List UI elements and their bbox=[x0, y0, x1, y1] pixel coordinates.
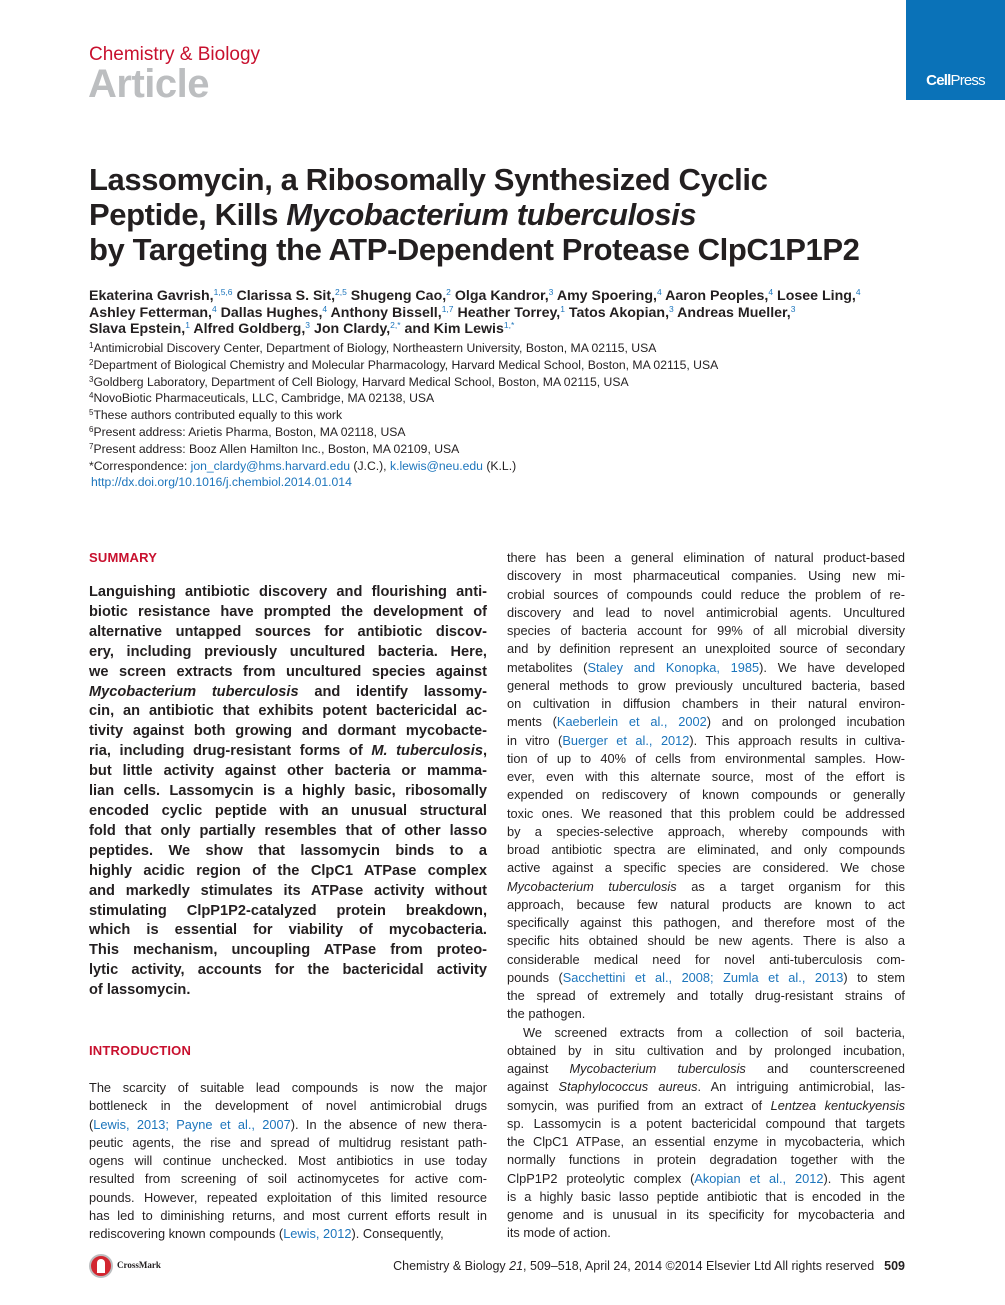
summary-line: Mycobacterium tuberculosis and identify lassomy- bbox=[89, 683, 487, 700]
summary-line: biotic resistance have prompted the development of bbox=[89, 603, 487, 620]
body-line: general methods to grow previously uncultured bacteria, based bbox=[507, 677, 905, 693]
affiliation-list bbox=[89, 340, 889, 458]
citation-link[interactable]: Sacchettini et al., 2008; Zumla et al., 2013 bbox=[562, 969, 844, 985]
body-line: rediscovering known compounds (Lewis, 2012). Consequently, bbox=[89, 1226, 444, 1241]
journal-name: Chemistry & Biology bbox=[89, 44, 261, 65]
correspondence bbox=[89, 458, 889, 475]
author-affiliation-marker[interactable]: 1,5,6 bbox=[213, 287, 233, 297]
summary-heading: SUMMARY bbox=[89, 550, 158, 565]
affiliation-marker: 1 bbox=[89, 341, 94, 350]
body-line: normally functions in protein degradation together with the bbox=[507, 1152, 905, 1168]
author-name: Dallas Hughes, bbox=[216, 304, 323, 321]
body-line: ClpP1P2 proteolytic complex (Akopian et al., 2012). This agent bbox=[507, 1170, 905, 1186]
publisher-logo-bar bbox=[906, 0, 1005, 100]
summary-line: stimulating ClpP1P2-catalyzed protein breakdown, bbox=[89, 902, 487, 919]
affiliation-marker: 6 bbox=[89, 424, 94, 434]
author-affiliation-marker[interactable]: 2 bbox=[446, 287, 451, 297]
summary-line: encoded cyclic peptide with an unusual structural bbox=[89, 802, 487, 819]
affiliation-marker: 7 bbox=[89, 441, 94, 451]
citation-link[interactable]: Lewis, 2013; Payne et al., 2007 bbox=[93, 1116, 291, 1132]
affiliation-item bbox=[89, 390, 889, 407]
cellpress-logo bbox=[906, 72, 1005, 89]
affiliation-item bbox=[89, 407, 889, 424]
correspondence-initials: (J.C.), bbox=[350, 458, 390, 473]
author-affiliation-marker[interactable]: 3 bbox=[669, 303, 674, 314]
affiliation-marker: 3 bbox=[89, 374, 94, 384]
author-name: Jon Clardy, bbox=[310, 321, 391, 338]
italic-term: Mycobacterium tuberculosis bbox=[507, 878, 677, 894]
author-line bbox=[89, 321, 919, 338]
affiliation-text: Antimicrobial Discovery Center, Department of Biology, Northeastern University, Boston, MA 02115, USA bbox=[93, 341, 657, 355]
crossmark-badge[interactable] bbox=[89, 1253, 169, 1281]
affiliation-text: Goldberg Laboratory, Department of Cell Biology, Harvard Medical School, Boston, MA 02115, USA bbox=[93, 374, 629, 389]
summary-line: lytic activity, accounts for the bactericidal activity bbox=[89, 962, 487, 979]
affiliation-item bbox=[89, 374, 889, 391]
body-line: pounds. However, repeated exploitation of this limited resource bbox=[89, 1189, 487, 1205]
author-name: Olga Kandror, bbox=[450, 288, 549, 304]
citation-link[interactable]: Buerger et al., 2012 bbox=[562, 732, 690, 748]
author-affiliation-marker[interactable]: 4 bbox=[855, 287, 861, 297]
affiliation-marker: 4 bbox=[89, 391, 94, 401]
affiliation-item bbox=[89, 357, 889, 374]
author-affiliation-marker[interactable]: 2,5 bbox=[335, 287, 347, 297]
introduction-right-column bbox=[507, 549, 905, 1243]
body-line: expended on rediscovery of known compounds or generally bbox=[507, 787, 905, 803]
body-line: against Staphylococcus aureus. An intriguing antimicrobial, las- bbox=[507, 1079, 906, 1095]
body-line: by a species-selective approach, whereby compounds with bbox=[507, 823, 905, 839]
author-name: Ashley Fetterman, bbox=[89, 304, 212, 321]
summary-line: tivity against both growing and dormant mycobacte- bbox=[89, 723, 487, 740]
body-line: We screened extracts from a collection of soil bacteria, bbox=[523, 1024, 905, 1040]
body-line: active against a specific species are considered. We chose bbox=[507, 860, 905, 876]
body-line: considerable medical need for novel anti-tuberculosis com- bbox=[507, 951, 905, 967]
title-text: Peptide, Kills bbox=[89, 197, 287, 232]
author-affiliation-marker[interactable]: 3 bbox=[790, 303, 796, 314]
author-affiliation-marker[interactable]: 1,* bbox=[503, 320, 515, 331]
summary-line: highly acidic region of the ClpC1 ATPase complex bbox=[89, 862, 487, 879]
body-line: toxic ones. We reasoned that this problem could be addressed bbox=[507, 805, 905, 821]
introduction-heading: INTRODUCTION bbox=[89, 1043, 192, 1058]
affiliation-marker: 5 bbox=[89, 408, 94, 418]
body-line: the spread of extremely and totally drug-resistant strains of bbox=[507, 988, 905, 1003]
title-line: Lassomycin, a Ribosomally Synthesized Cyclic bbox=[89, 162, 768, 197]
italic-term: Mycobacterium tuberculosis bbox=[89, 683, 299, 700]
author-name: Alfred Goldberg, bbox=[189, 321, 306, 338]
body-line: peutic agents, the rise and spread of multidrug resistant path- bbox=[89, 1134, 487, 1150]
body-line: species of bacteria account for 99% of all microbial diversity bbox=[507, 623, 905, 638]
body-line: genome and is unusual in its specificity for mycobacteria and bbox=[507, 1207, 905, 1222]
affiliations bbox=[89, 340, 889, 491]
body-line: Mycobacterium tuberculosis as a target organism for this bbox=[507, 878, 905, 894]
summary-text bbox=[89, 583, 487, 1001]
italic-term: M. tuberculosis bbox=[371, 743, 483, 760]
author-affiliation-marker[interactable]: 1,7 bbox=[441, 303, 454, 314]
affiliation-item bbox=[89, 441, 889, 458]
summary-line: of lassomycin. bbox=[89, 982, 191, 999]
body-line: specifically against this pathogen, and therefore most of the bbox=[507, 915, 905, 930]
body-line: ever, even with this alternate source, most of the effort is bbox=[507, 769, 905, 784]
crossmark-label: CrossMark bbox=[117, 1260, 161, 1270]
author-name: and Kim Lewis bbox=[400, 321, 504, 338]
italic-term: Lentzea kentuckyensis bbox=[770, 1097, 906, 1113]
author-name: Heather Torrey, bbox=[453, 304, 561, 321]
author-line bbox=[89, 305, 919, 322]
affiliation-item bbox=[89, 424, 889, 441]
affiliation-text: Present address: Booz Allen Hamilton Inc., Boston, MA 02109, USA bbox=[93, 441, 460, 456]
body-line: discovery and lead to novel antimicrobial agents. Uncultured bbox=[507, 604, 905, 620]
summary-line: ery, including previously uncultured bacteria. Here, bbox=[89, 643, 487, 660]
affiliation-item bbox=[89, 340, 889, 357]
body-line: there has been a general elimination of natural product-based bbox=[507, 550, 905, 565]
author-affiliation-marker[interactable]: 4 bbox=[768, 287, 774, 297]
author-name: Shugeng Cao, bbox=[346, 288, 447, 304]
author-name: Tatos Akopian, bbox=[564, 304, 670, 321]
body-line: approach, because few natural products are known to act bbox=[507, 896, 905, 912]
affiliation-text: Present address: Arietis Pharma, Boston, MA 02118, USA bbox=[93, 424, 406, 439]
doi-line bbox=[89, 474, 889, 491]
summary-line: alternative untapped sources for antibiotic discov- bbox=[89, 623, 487, 640]
italic-term: Staphylococcus aureus bbox=[558, 1079, 698, 1095]
logo-press: Press bbox=[950, 72, 985, 89]
author-list bbox=[89, 288, 919, 338]
author-name: Anthony Bissell, bbox=[327, 304, 442, 321]
author-affiliation-marker[interactable]: 3 bbox=[548, 287, 554, 297]
affiliation-marker: 2 bbox=[89, 357, 94, 367]
body-line: bottleneck in the development of novel antimicrobial drugs bbox=[89, 1098, 487, 1114]
summary-line: and markedly stimulates its ATPase activity without bbox=[89, 882, 487, 899]
summary-line: peptides. We show that lassomycin binds to a bbox=[89, 842, 487, 859]
body-line: has led to diminishing returns, and most current efforts result in bbox=[89, 1207, 487, 1223]
author-name: Ekaterina Gavrish, bbox=[89, 288, 214, 304]
body-line: against Mycobacterium tuberculosis and counterscreened bbox=[507, 1061, 905, 1076]
author-affiliation-marker[interactable]: 3 bbox=[305, 320, 311, 331]
body-line: the pathogen. bbox=[507, 1006, 586, 1022]
article-type-label: Article bbox=[88, 62, 209, 106]
title-italic: Mycobacterium tuberculosis bbox=[286, 197, 697, 232]
citation-link[interactable]: Lewis, 2012 bbox=[283, 1226, 352, 1241]
body-line: specific hits obtained should be new agents. There is also a bbox=[507, 933, 905, 949]
summary-line: This mechanism, uncoupling ATPase from proteo- bbox=[89, 942, 487, 959]
body-line: somycin, was purified from an extract of Lentzea kentuckyensis bbox=[507, 1097, 906, 1113]
page-number: 509 bbox=[884, 1259, 905, 1273]
author-affiliation-marker[interactable]: 1 bbox=[185, 320, 190, 331]
correspondence-initials: (K.L.) bbox=[482, 458, 517, 473]
citation-link[interactable]: Staley and Konopka, 1985 bbox=[587, 659, 760, 675]
author-affiliation-marker[interactable]: 1 bbox=[560, 303, 565, 314]
summary-line: ria, including drug-resistant forms of M. tuberculosis, bbox=[89, 743, 487, 760]
body-line: obtained by in situ cultivation and by prolonged incubation, bbox=[507, 1042, 905, 1058]
author-name: Andreas Mueller, bbox=[673, 304, 791, 321]
correspondence-label: *Correspondence: bbox=[89, 458, 191, 473]
summary-line: lian cells. Lassomycin is a highly basic, ribosomally bbox=[89, 783, 487, 800]
footer-citation bbox=[393, 1259, 905, 1273]
citation-link[interactable]: Kaeberlein et al., 2002 bbox=[556, 714, 707, 730]
citation-link[interactable]: Akopian et al., 2012 bbox=[694, 1170, 824, 1186]
summary-line: cin, an antibiotic that exhibits potent bactericidal ac- bbox=[89, 703, 487, 720]
body-line: tion of up to 40% of cells from environmental samples. How- bbox=[507, 750, 905, 766]
affiliation-text: NovoBiotic Pharmaceuticals, LLC, Cambridge, MA 02138, USA bbox=[93, 391, 435, 406]
summary-line: we screen extracts from uncultured species against bbox=[89, 663, 487, 680]
article-title bbox=[89, 162, 969, 267]
author-name: Losee Ling, bbox=[773, 288, 856, 304]
doi-link[interactable]: http://dx.doi.org/10.1016/j.chembiol.2014.01.014 bbox=[91, 475, 352, 490]
body-line: in vitro (Buerger et al., 2012). This approach results in cultiva- bbox=[507, 732, 905, 748]
body-line: the ClpC1 ATPase, an essential enzyme in mycobacteria, which bbox=[507, 1134, 905, 1149]
author-affiliation-marker[interactable]: 4 bbox=[656, 287, 662, 297]
body-line: pounds (Sacchettini et al., 2008; Zumla et al., 2013) to stem bbox=[507, 969, 905, 985]
author-affiliation-marker[interactable]: 4 bbox=[322, 303, 328, 314]
author-name: Clarissa S. Sit, bbox=[232, 288, 336, 304]
footer-details: , 509–518, April 24, 2014 ©2014 Elsevier Ltd All rights reserved bbox=[523, 1259, 875, 1273]
body-line: The scarcity of suitable lead compounds is now the major bbox=[89, 1080, 487, 1095]
body-line: its mode of action. bbox=[507, 1225, 611, 1241]
author-affiliation-marker[interactable]: 4 bbox=[212, 303, 217, 314]
crossmark-icon bbox=[89, 1254, 113, 1278]
body-line: metabolites (Staley and Konopka, 1985). We have developed bbox=[507, 659, 905, 675]
summary-line: which is essential for viability of mycobacteria. bbox=[89, 922, 487, 939]
summary-line: but little activity against other bacteria or mamma- bbox=[89, 763, 487, 780]
affiliation-text: These authors contributed equally to this work bbox=[93, 408, 343, 423]
email-link-clardy[interactable]: jon_clardy@hms.harvard.edu bbox=[190, 458, 351, 473]
logo-cell: Cell bbox=[926, 72, 951, 89]
body-line: discovery in most pharmaceutical companies. Using new mi- bbox=[507, 568, 905, 584]
footer-journal: Chemistry & Biology bbox=[393, 1259, 510, 1273]
summary-line: fold that only partially resembles that of other lasso bbox=[89, 822, 487, 839]
body-line: ments (Kaeberlein et al., 2002) and on prolonged incubation bbox=[507, 714, 905, 730]
author-name: Slava Epstein, bbox=[89, 321, 186, 338]
author-line bbox=[89, 288, 919, 305]
summary-line: Languishing antibiotic discovery and flourishing anti- bbox=[89, 584, 487, 600]
body-line: ogens will continue unchecked. Most antibiotics in use today bbox=[89, 1153, 487, 1168]
title-line bbox=[89, 197, 969, 232]
body-line: crobial sources of compounds could reduce the problem of re- bbox=[507, 586, 905, 602]
affiliation-text: Department of Biological Chemistry and Molecular Pharmacology, Harvard Medical School, Boston, MA 02115, USA bbox=[93, 357, 719, 372]
body-line: is a highly basic lasso peptide antibiotic that is encoded in the bbox=[507, 1188, 905, 1204]
body-line: broad antibiotic spectra are eliminated, and only compounds bbox=[507, 842, 905, 857]
body-line: (Lewis, 2013; Payne et al., 2007). In the absence of new thera- bbox=[89, 1116, 487, 1132]
body-line: sp. Lassomycin is a potent bactericidal compound that targets bbox=[507, 1115, 905, 1131]
email-link-lewis[interactable]: k.lewis@neu.edu bbox=[389, 458, 483, 473]
body-line: resulted from screening of soil actinomycetes for active com- bbox=[89, 1171, 487, 1187]
title-line: by Targeting the ATP-Dependent Protease ClpC1P1P2 bbox=[89, 232, 860, 267]
body-line: and by definition represent an unexploited source of secondary bbox=[507, 641, 905, 657]
author-affiliation-marker[interactable]: 2,* bbox=[390, 320, 401, 331]
italic-term: Mycobacterium tuberculosis bbox=[569, 1061, 746, 1076]
author-name: Aaron Peoples, bbox=[661, 288, 769, 304]
introduction-left-column bbox=[89, 1079, 487, 1243]
footer-volume: 21 bbox=[509, 1259, 524, 1273]
author-name: Amy Spoering, bbox=[553, 288, 657, 304]
body-line: on cultivation in diffusion chambers in their natural environ- bbox=[507, 696, 905, 711]
